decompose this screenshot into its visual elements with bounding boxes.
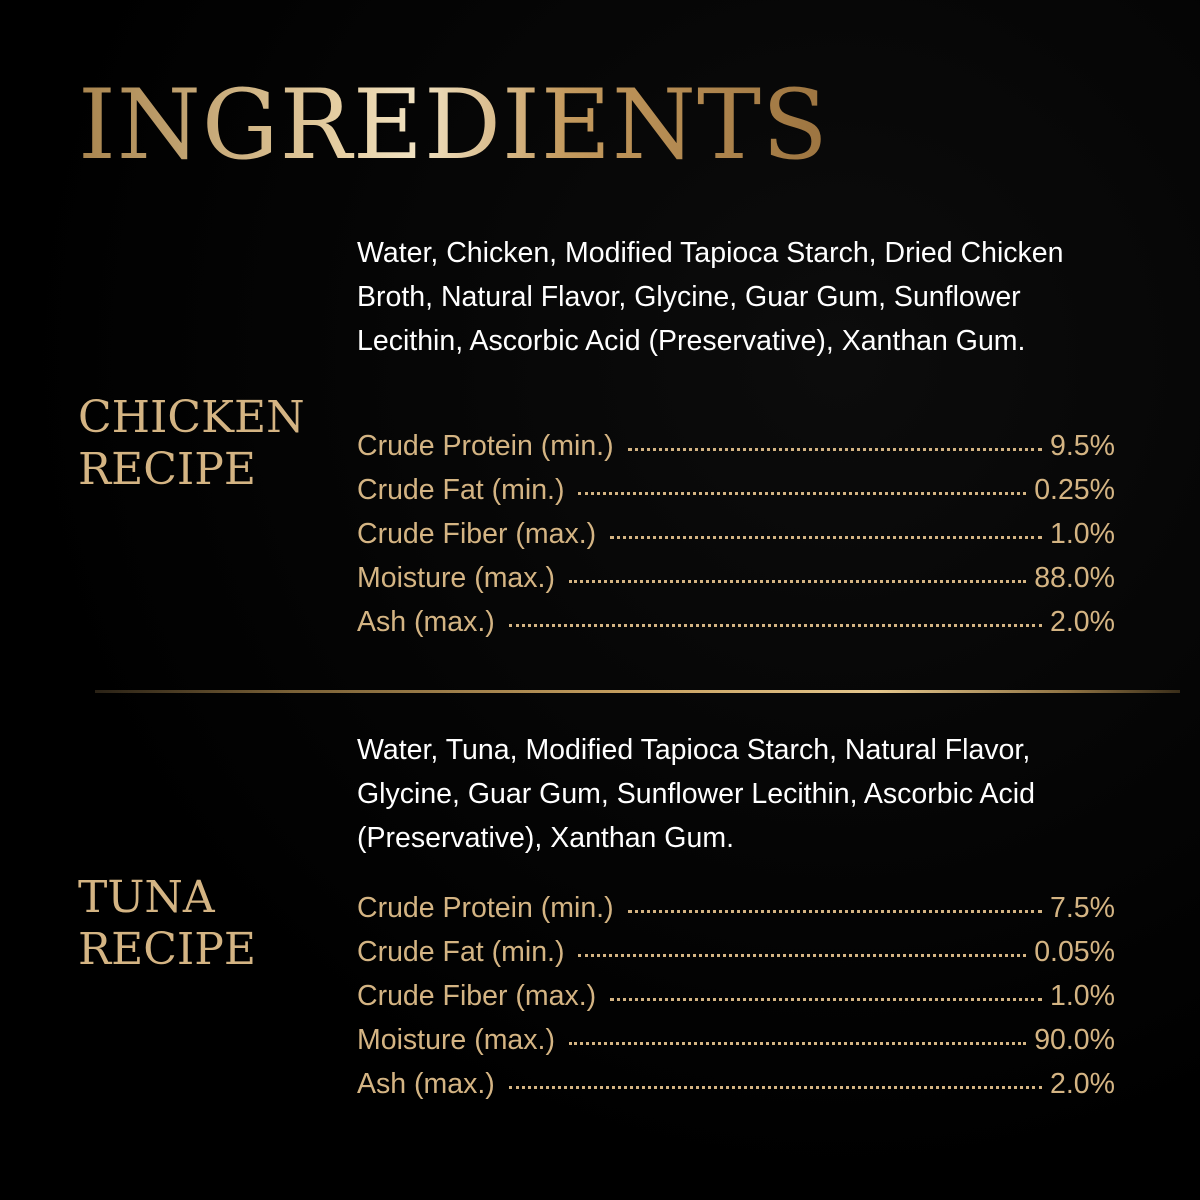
dot-leader	[509, 1086, 1042, 1089]
recipe-name-line2: RECIPE	[78, 444, 257, 495]
dot-leader	[628, 910, 1042, 913]
analysis-row	[357, 886, 1115, 930]
analysis-value: 0.05%	[1034, 936, 1115, 968]
analysis-label: Moisture (max.)	[357, 1024, 555, 1056]
dot-leader	[628, 448, 1042, 451]
analysis-value: 7.5%	[1050, 892, 1115, 924]
analysis-label: Ash (max.)	[357, 606, 495, 638]
analysis-value: 90.0%	[1034, 1024, 1115, 1056]
analysis-row	[357, 468, 1115, 512]
analysis-row	[357, 1062, 1115, 1106]
section-divider	[95, 690, 1180, 693]
recipe-name-chicken	[78, 392, 305, 496]
analysis-label: Crude Fat (min.)	[357, 936, 565, 968]
analysis-label: Crude Fiber (max.)	[357, 518, 597, 550]
analysis-row	[357, 600, 1115, 644]
guaranteed-analysis-tuna	[357, 886, 1115, 1106]
dot-leader	[569, 1042, 1026, 1045]
analysis-label: Crude Fiber (max.)	[357, 980, 597, 1012]
dot-leader	[509, 624, 1042, 627]
analysis-row	[357, 424, 1115, 468]
analysis-label: Crude Protein (min.)	[357, 430, 614, 462]
dot-leader	[569, 580, 1026, 583]
analysis-value: 0.25%	[1034, 474, 1115, 506]
recipe-name-tuna	[78, 872, 256, 976]
analysis-label: Crude Protein (min.)	[357, 892, 614, 924]
analysis-value: 2.0%	[1050, 1068, 1115, 1100]
analysis-value: 88.0%	[1034, 562, 1115, 594]
analysis-value: 9.5%	[1050, 430, 1115, 462]
recipe-name-line1: TUNA	[78, 872, 215, 923]
analysis-row	[357, 1018, 1115, 1062]
analysis-label: Moisture (max.)	[357, 562, 555, 594]
recipe-name-line2: RECIPE	[78, 924, 257, 975]
dot-leader	[610, 998, 1042, 1001]
analysis-value: 2.0%	[1050, 606, 1115, 638]
analysis-label: Ash (max.)	[357, 1068, 495, 1100]
dot-leader	[578, 492, 1026, 495]
analysis-label: Crude Fat (min.)	[357, 474, 565, 506]
dot-leader	[578, 954, 1026, 957]
analysis-row	[357, 512, 1115, 556]
ingredients-list-tuna: Water, Tuna, Modified Tapioca Starch, Natural Flavor, Glycine, Guar Gum, Sunflower Lecithin, Ascorbic Acid (Preservative), Xanthan Gum.	[357, 734, 1035, 854]
analysis-value: 1.0%	[1050, 518, 1115, 550]
guaranteed-analysis-chicken	[357, 424, 1115, 644]
page-title: INGREDIENTS	[78, 69, 829, 181]
ingredients-list-chicken: Water, Chicken, Modified Tapioca Starch, Dried Chicken Broth, Natural Flavor, Glycine, Guar Gum, Sunflower Lecithin, Ascorbic Acid (Preservative), Xanthan Gum.	[357, 237, 1064, 357]
analysis-row	[357, 974, 1115, 1018]
dot-leader	[610, 536, 1042, 539]
recipe-name-line1: CHICKEN	[78, 392, 305, 443]
analysis-row	[357, 930, 1115, 974]
analysis-row	[357, 556, 1115, 600]
analysis-value: 1.0%	[1050, 980, 1115, 1012]
